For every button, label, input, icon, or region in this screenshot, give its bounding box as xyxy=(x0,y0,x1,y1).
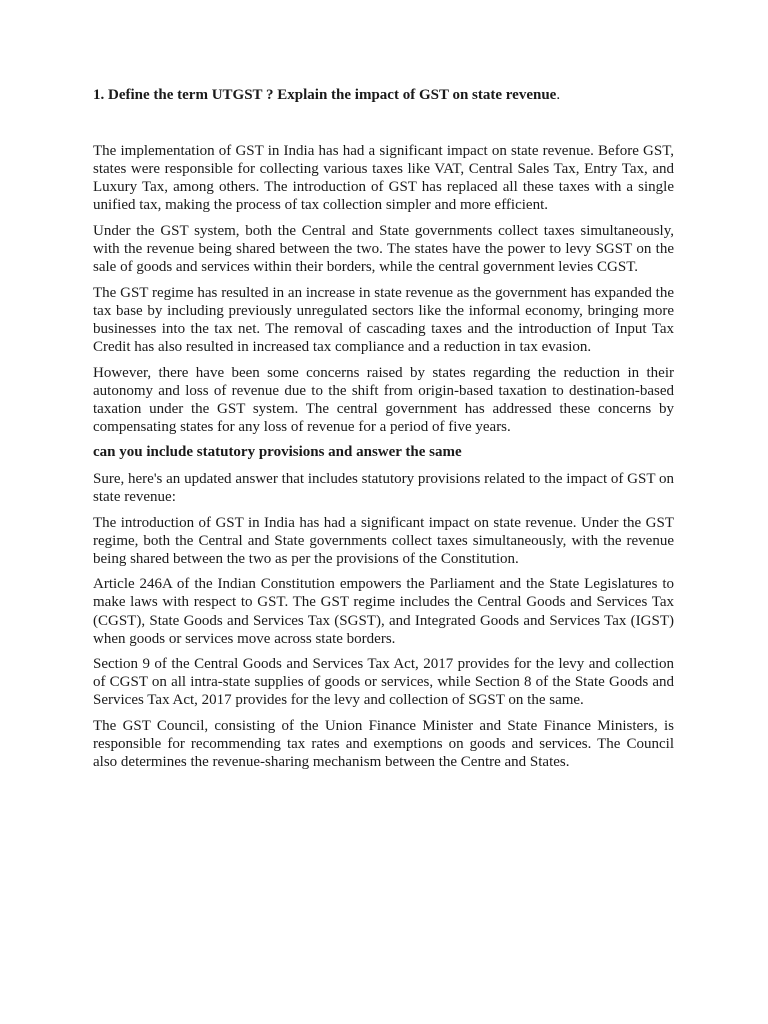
answer-paragraph-1: The implementation of GST in India has had a significant impact on state revenue. Before GST, states were responsible for collecting various taxes like VAT, Central Sales Tax, Entry Tax, and Luxury Tax, among others. The introduction of GST has replaced all these taxes with a single unified tax, making the process of tax collection simpler and more efficient. xyxy=(93,143,674,214)
question-text: 1. Define the term UTGST ? Explain the impact of GST on state revenue xyxy=(93,87,557,103)
follow-up-paragraph-3: Article 246A of the Indian Constitution empowers the Parliament and the State Legislatures to make laws with respect to GST. The GST regime includes the Central Goods and Services Tax (CGST), State Goods and Services Tax (SGST), and Integrated Goods and Services Tax (IGST) when goods or services move across state borders. xyxy=(93,576,674,647)
follow-up-paragraph-5: The GST Council, consisting of the Union Finance Minister and State Finance Ministers, is responsible for recommending tax rates and exemptions on goods and services. The Council also determines the revenue-sharing mechanism between the Centre and States. xyxy=(93,718,674,771)
document-page xyxy=(93,84,674,779)
question-period: . xyxy=(556,87,561,103)
answer-paragraph-2: Under the GST system, both the Central and State governments collect taxes simultaneously, with the revenue being shared between the two. The states have the power to levy SGST on the sale of goods and services within their borders, while the central government levies CGST. xyxy=(93,222,674,276)
follow-up-paragraph-2: The introduction of GST in India has had a significant impact on state revenue. Under the GST regime, both the Central and State governments collect taxes simultaneously, with the revenue being shared between the two as per the provisions of the Constitution. xyxy=(93,514,674,567)
answer-paragraph-3: The GST regime has resulted in an increase in state revenue as the government has expanded the tax base by including previously unregulated sectors like the informal economy, bringing more businesses into the tax net. The removal of cascading taxes and the introduction of Input Tax Credit has also resulted in increased tax compliance and a reduction in tax evasion. xyxy=(93,284,674,355)
follow-up-paragraph-1: Sure, here's an updated answer that includes statutory provisions related to the impact of GST on state revenue: xyxy=(93,470,674,505)
question-heading xyxy=(93,84,674,106)
follow-up-paragraph-4: Section 9 of the Central Goods and Services Tax Act, 2017 provides for the levy and collection of CGST on all intra-state supplies of goods or services, while Section 8 of the State Goods and Services Tax Act, 2017 provides for the levy and collection of SGST on the same. xyxy=(93,656,674,709)
answer-paragraph-4: However, there have been some concerns raised by states regarding the reduction in their autonomy and loss of revenue due to the shift from origin-based taxation to destination-based taxation under the GST system. The central government has addressed these concerns by compensating states for any loss of revenue for a period of five years. xyxy=(93,364,674,435)
follow-up-prompt: can you include statutory provisions and answer the same xyxy=(93,444,462,461)
